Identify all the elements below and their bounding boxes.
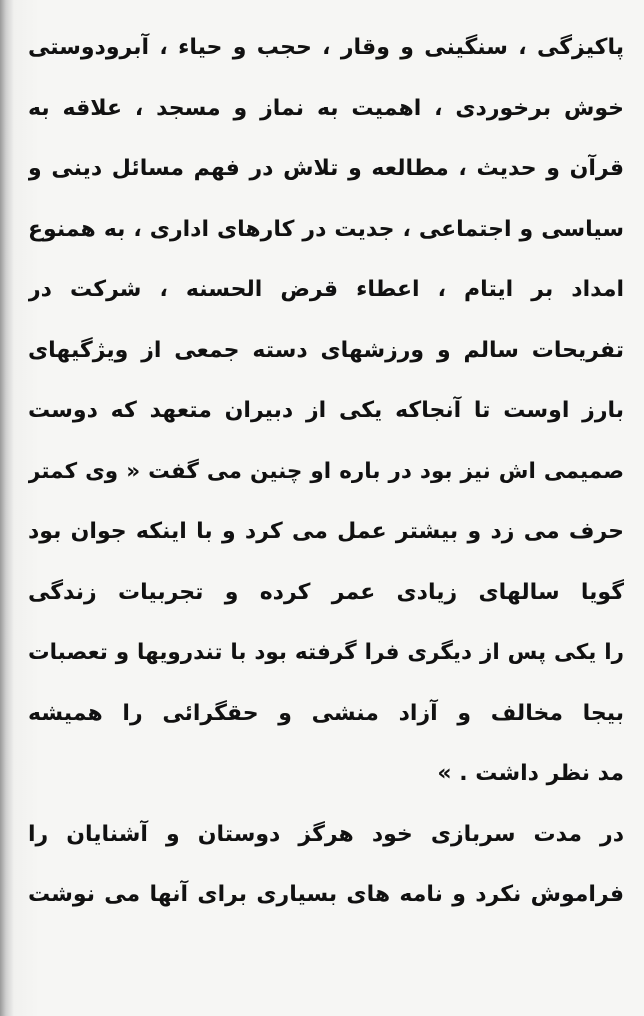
text-line-15: فراموش نکرد و نامه های بسیاری برای آنها می نوشت [28, 882, 624, 907]
text-line-1: پاکیزگی ، سنگینی و وقار ، حجب و حیاء ، آبرودوستی [28, 35, 624, 60]
text-line-13: مد نظر داشت . » [437, 761, 624, 786]
text-line-14: در مدت سربازی خود هرگز دوستان و آشنایان را [28, 821, 624, 847]
body-text [28, 18, 624, 926]
text-line-5: امداد بر ایتام ، اعطاء قرض الحسنه ، شرکت در [28, 277, 624, 302]
text-line-12: بیجا مخالف و آزاد منشی و حقگرائی را همیشه [28, 700, 624, 726]
text-line-6: تفریحات سالم و ورزشهای دسته جمعی از ویژگیهای [28, 337, 624, 363]
text-line-7: بارز اوست تا آنجاکه یکی از دبیران متعهد که دوست [28, 398, 624, 423]
text-line-9: حرف می زد و بیشتر عمل می کرد و با اینکه جوان بود [28, 519, 624, 544]
text-line-4: سیاسی و اجتماعی ، جدیت در کارهای اداری ، به همنوع [28, 216, 624, 242]
text-line-3: قرآن و حدیث ، مطالعه و تلاش در فهم مسائل دینی و [28, 156, 624, 181]
text-line-8: صمیمی اش نیز بود در باره او چنین می گفت « وی کمتر [28, 458, 624, 484]
text-line-2: خوش برخوردی ، اهمیت به نماز و مسجد ، علاقه به [28, 95, 624, 121]
text-line-10: گویا سالهای زیادی عمر کرده و تجربیات زندگی [28, 579, 624, 605]
text-line-11: را یکی پس از دیگری فرا گرفته بود با تندرویها و تعصبات [28, 640, 624, 665]
